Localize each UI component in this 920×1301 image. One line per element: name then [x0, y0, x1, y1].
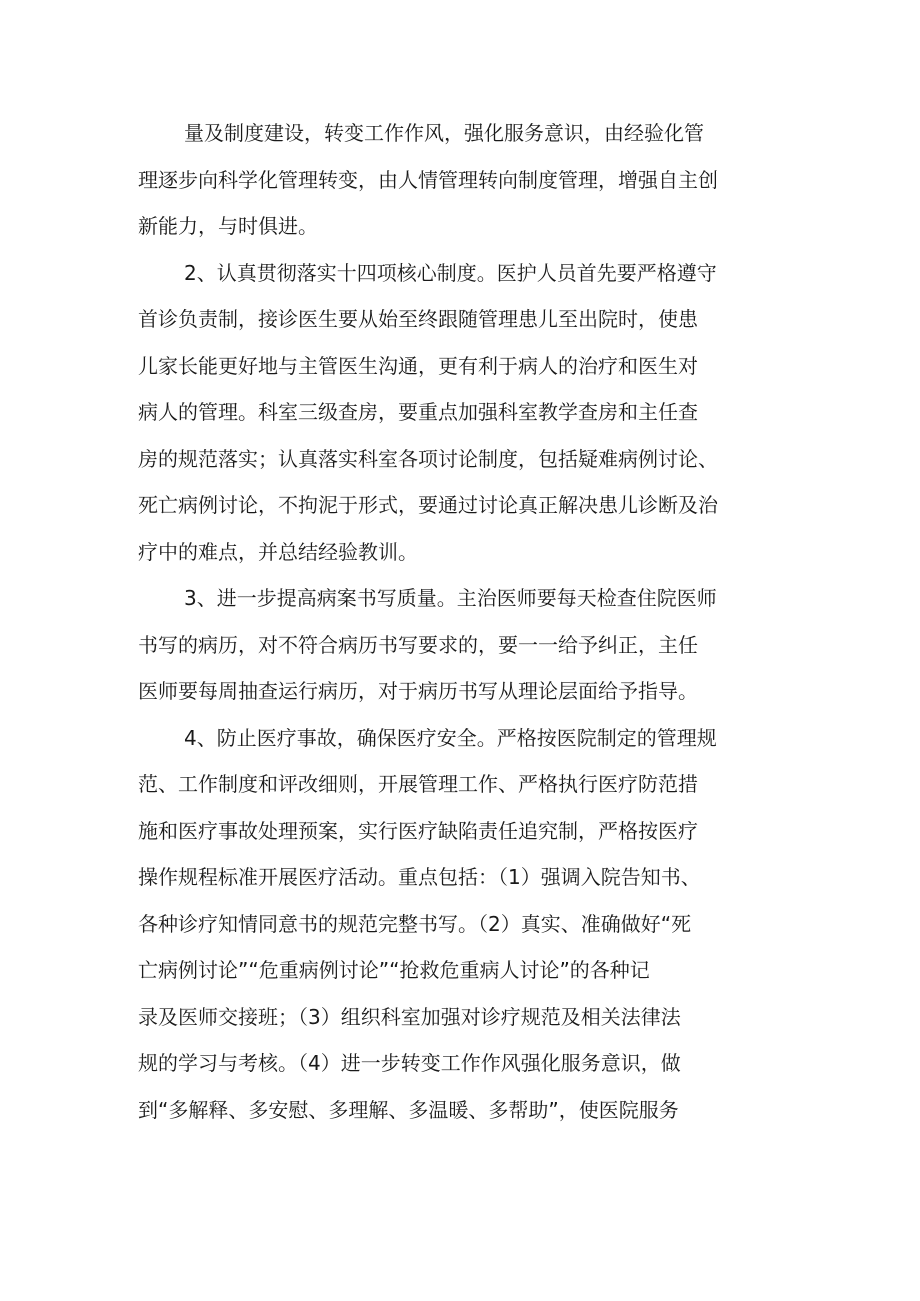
text-line: 到“多解释、多安慰、多理解、多温暖、多帮助”，使医院服务: [138, 1097, 679, 1122]
text-line: 录及医师交接班；（3）组织科室加强对诊疗规范及相关法律法: [138, 1004, 681, 1029]
text-line: 量及制度建设，转变工作作风，强化服务意识，由经验化管: [184, 121, 704, 145]
text-line: 范、工作制度和评改细则，开展管理工作、严格执行医疗防范措: [138, 772, 698, 796]
text-line: 疗中的难点，并总结经验教训。: [138, 539, 418, 564]
text-line: 操作规程标准开展医疗活动。重点包括：（1）强调入院告知书、: [138, 865, 701, 889]
text-line: 3、进一步提高病案书写质量。主治医师要每天检查住院医师: [184, 586, 717, 610]
text-line: 儿家长能更好地与主管医生沟通，更有利于病人的治疗和医生对: [138, 353, 698, 378]
text-line: 亡病例讨论”“危重病例讨论”“抢救危重病人讨论”的各种记: [138, 958, 650, 982]
text-line: 死亡病例讨论，不拘泥于形式，要通过讨论真正解决患儿诊断及治: [138, 493, 718, 517]
text-line: 理逐步向科学化管理转变，由人情管理转向制度管理，增强自主创: [138, 167, 718, 192]
text-line: 施和医疗事故处理预案，实行医疗缺陷责任追究制，严格按医疗: [138, 818, 698, 843]
text-line: 规的学习与考核。（4）进一步转变工作作风强化服务意识，做: [138, 1051, 681, 1075]
text-line: 2、认真贯彻落实十四项核心制度。医护人员首先要严格遵守: [184, 260, 717, 285]
text-line: 各种诊疗知情同意书的规范完整书写。（2）真实、准确做好“死: [138, 911, 692, 936]
document-body: [138, 110, 788, 1133]
text-line: 首诊负责制，接诊医生要从始至终跟随管理患儿至出院时，使患: [138, 307, 698, 331]
text-line: 病人的管理。科室三级查房，要重点加强科室教学查房和主任查: [138, 400, 698, 424]
text-line: 书写的病历，对不符合病历书写要求的，要一一给予纠正，主任: [138, 632, 698, 657]
text-line: 4、防止医疗事故，确保医疗安全。严格按医院制定的管理规: [184, 725, 717, 750]
text-line: 医师要每周抽查运行病历，对于病历书写从理论层面给予指导。: [138, 679, 698, 703]
text-line: 新能力，与时俱进。: [138, 214, 318, 238]
text-line: 房的规范落实；认真落实科室各项讨论制度，包括疑难病例讨论、: [138, 446, 718, 471]
